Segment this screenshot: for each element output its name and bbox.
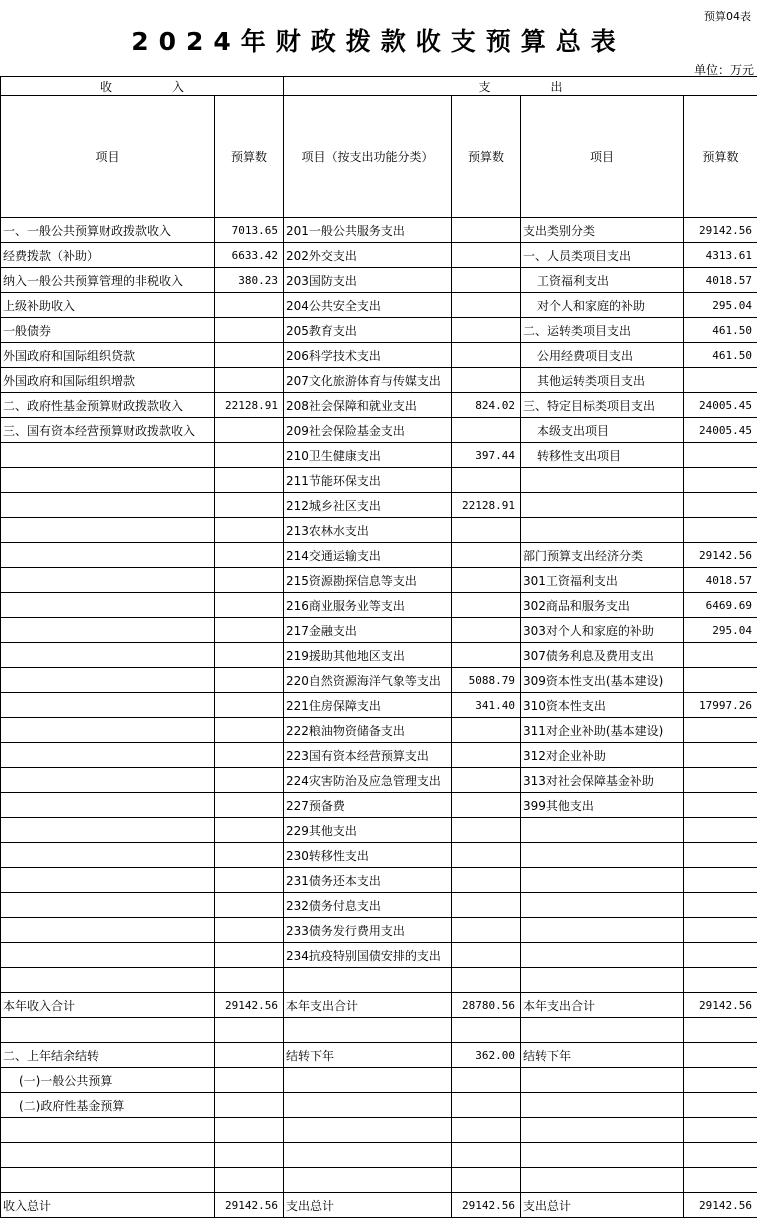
function-amount-cell [452,218,521,243]
category-amount-cell [684,718,757,743]
category-item-cell: 支出总计 [521,1193,684,1218]
table-row [1,393,757,418]
function-amount-cell [452,843,521,868]
category-item-cell: 结转下年 [521,1043,684,1068]
table-row [1,218,757,243]
function-amount-cell [452,368,521,393]
income-item-cell: 外国政府和国际组织贷款 [1,343,215,368]
function-amount-cell: 5088.79 [452,668,521,693]
income-amount-cell [215,1018,284,1043]
category-amount-cell [684,1168,757,1193]
function-item-cell [284,1143,452,1168]
table-row [1,593,757,618]
income-item-cell [1,1118,215,1143]
table-row [1,818,757,843]
table-row [1,993,757,1018]
category-item-cell [521,893,684,918]
function-amount-cell [452,243,521,268]
income-item-cell: (一)一般公共预算 [1,1068,215,1093]
table-row [1,443,757,468]
income-item-cell [1,518,215,543]
income-amount-cell [215,468,284,493]
function-item-cell: 201一般公共服务支出 [284,218,452,243]
function-item-cell: 结转下年 [284,1043,452,1068]
function-item-cell: 224灾害防治及应急管理支出 [284,768,452,793]
page-title: 2024年财政拨款收支预算总表 [131,27,626,56]
category-amount-cell: 461.50 [684,343,757,368]
function-amount-cell [452,1168,521,1193]
income-item-cell [1,1143,215,1168]
function-item-cell: 229其他支出 [284,818,452,843]
function-item-cell [284,1168,452,1193]
table-row [1,1043,757,1068]
category-item-cell: 转移性支出项目 [521,443,684,468]
category-item-cell: 三、特定目标类项目支出 [521,393,684,418]
income-amount-cell [215,368,284,393]
table-row [1,568,757,593]
function-item-cell: 202外交支出 [284,243,452,268]
income-amount-cell [215,1043,284,1068]
category-amount-cell [684,493,757,518]
income-item-cell [1,893,215,918]
category-amount-cell: 295.04 [684,618,757,643]
category-amount-cell: 29142.56 [684,993,757,1018]
income-item-cell [1,443,215,468]
table-row [1,668,757,693]
income-amount-cell [215,443,284,468]
income-section-header: 收 入 [1,77,284,96]
income-amount-cell [215,868,284,893]
function-amount-cell [452,1068,521,1093]
category-amount-cell [684,1043,757,1068]
column-header-row [1,96,757,218]
function-amount-cell [452,1018,521,1043]
category-amount-cell: 29142.56 [684,1193,757,1218]
category-item-cell [521,918,684,943]
table-row [1,468,757,493]
income-item-cell: 三、国有资本经营预算财政拨款收入 [1,418,215,443]
income-item-cell [1,1168,215,1193]
income-item-cell [1,568,215,593]
income-amount-cell [215,1168,284,1193]
income-amount-cell [215,843,284,868]
table-row [1,1193,757,1218]
income-amount-cell [215,918,284,943]
table-row [1,918,757,943]
category-item-cell [521,1168,684,1193]
income-item-cell: 一、一般公共预算财政拨款收入 [1,218,215,243]
function-item-cell: 223国有资本经营预算支出 [284,743,452,768]
income-item-cell [1,843,215,868]
income-item-cell [1,643,215,668]
income-amount-cell: 6633.42 [215,243,284,268]
income-item-cell: 二、政府性基金预算财政拨款收入 [1,393,215,418]
income-item-cell: 本年收入合计 [1,993,215,1018]
category-amount-cell [684,1068,757,1093]
category-amount-cell [684,1018,757,1043]
function-item-cell: 215资源勘探信息等支出 [284,568,452,593]
category-item-cell [521,843,684,868]
income-item-cell [1,693,215,718]
income-amount-cell [215,593,284,618]
category-item-cell [521,1093,684,1118]
income-amount-cell [215,493,284,518]
income-amount-cell: 7013.65 [215,218,284,243]
function-item-cell: 220自然资源海洋气象等支出 [284,668,452,693]
function-item-cell: 227预备费 [284,793,452,818]
category-amount-cell [684,768,757,793]
category-item-cell: 301工资福利支出 [521,568,684,593]
income-item-cell [1,468,215,493]
table-row [1,418,757,443]
table-row [1,268,757,293]
income-amount-cell [215,543,284,568]
function-amount-cell [452,418,521,443]
income-amount-cell [215,518,284,543]
category-item-cell: 工资福利支出 [521,268,684,293]
function-item-cell [284,968,452,993]
budget-table [0,76,757,1218]
function-item-cell: 213农林水支出 [284,518,452,543]
income-item-cell: 收入总计 [1,1193,215,1218]
category-amount-cell: 6469.69 [684,593,757,618]
function-amount-cell [452,768,521,793]
category-item-cell: 二、运转类项目支出 [521,318,684,343]
table-row [1,243,757,268]
income-amount-cell [215,793,284,818]
income-amount-cell: 380.23 [215,268,284,293]
function-item-cell [284,1093,452,1118]
category-amount-cell: 295.04 [684,293,757,318]
table-row [1,343,757,368]
function-item-cell: 本年支出合计 [284,993,452,1018]
category-item-cell [521,943,684,968]
income-amount-cell [215,1118,284,1143]
category-amount-cell: 4018.57 [684,268,757,293]
function-amount-cell: 362.00 [452,1043,521,1068]
income-item-cell [1,943,215,968]
income-amount-cell [215,943,284,968]
income-item-cell [1,618,215,643]
table-row [1,518,757,543]
income-amount-cell [215,293,284,318]
category-item-cell: 本级支出项目 [521,418,684,443]
function-item-cell: 231债务还本支出 [284,868,452,893]
income-item-cell: 纳入一般公共预算管理的非税收入 [1,268,215,293]
table-row [1,893,757,918]
table-row [1,1068,757,1093]
function-amount-cell [452,518,521,543]
function-amount-cell: 22128.91 [452,493,521,518]
income-item-cell [1,818,215,843]
header-function-amount: 预算数 [452,96,521,218]
category-item-cell [521,1068,684,1093]
category-amount-cell [684,1118,757,1143]
category-amount-cell [684,793,757,818]
income-item-cell [1,768,215,793]
function-amount-cell [452,793,521,818]
function-item-cell: 232债务付息支出 [284,893,452,918]
table-row [1,868,757,893]
function-item-cell: 217金融支出 [284,618,452,643]
income-amount-cell [215,768,284,793]
category-amount-cell: 4313.61 [684,243,757,268]
category-item-cell: 307债务利息及费用支出 [521,643,684,668]
income-item-cell [1,493,215,518]
income-item-cell: 二、上年结余结转 [1,1043,215,1068]
function-amount-cell [452,343,521,368]
category-amount-cell [684,643,757,668]
income-item-cell [1,668,215,693]
function-amount-cell [452,318,521,343]
function-amount-cell [452,968,521,993]
income-amount-cell [215,1068,284,1093]
category-amount-cell [684,943,757,968]
table-row [1,618,757,643]
income-amount-cell [215,693,284,718]
table-row [1,743,757,768]
function-amount-cell: 397.44 [452,443,521,468]
table-code: 预算04表 [704,10,751,23]
table-row [1,368,757,393]
function-amount-cell [452,818,521,843]
table-row [1,718,757,743]
income-amount-cell [215,818,284,843]
table-row [1,968,757,993]
category-item-cell: 302商品和服务支出 [521,593,684,618]
category-amount-cell: 17997.26 [684,693,757,718]
category-item-cell: 其他运转类项目支出 [521,368,684,393]
function-item-cell: 233债务发行费用支出 [284,918,452,943]
function-amount-cell [452,268,521,293]
expense-section-header: 支 出 [284,77,757,96]
header-income-item: 项目 [1,96,215,218]
category-item-cell [521,968,684,993]
function-item-cell [284,1018,452,1043]
income-amount-cell: 29142.56 [215,993,284,1018]
table-row [1,1093,757,1118]
category-amount-cell [684,893,757,918]
function-item-cell: 214交通运输支出 [284,543,452,568]
income-amount-cell [215,1093,284,1118]
income-amount-cell [215,618,284,643]
category-amount-cell [684,843,757,868]
income-item-cell: 上级补助收入 [1,293,215,318]
category-item-cell: 313对社会保障基金补助 [521,768,684,793]
category-item-cell: 部门预算支出经济分类 [521,543,684,568]
category-amount-cell [684,743,757,768]
table-row [1,1118,757,1143]
category-item-cell: 一、人员类项目支出 [521,243,684,268]
table-row [1,793,757,818]
category-item-cell: 311对企业补助(基本建设) [521,718,684,743]
category-item-cell: 本年支出合计 [521,993,684,1018]
category-item-cell: 309资本性支出(基本建设) [521,668,684,693]
income-item-cell [1,743,215,768]
function-amount-cell: 29142.56 [452,1193,521,1218]
category-amount-cell: 29142.56 [684,543,757,568]
function-item-cell: 210卫生健康支出 [284,443,452,468]
function-item-cell: 209社会保险基金支出 [284,418,452,443]
category-amount-cell: 24005.45 [684,393,757,418]
table-row [1,1018,757,1043]
table-row [1,293,757,318]
income-item-cell [1,543,215,568]
income-item-cell [1,968,215,993]
category-amount-cell [684,918,757,943]
function-amount-cell [452,293,521,318]
income-amount-cell [215,1143,284,1168]
category-item-cell [521,468,684,493]
function-item-cell: 205教育支出 [284,318,452,343]
income-amount-cell: 22128.91 [215,393,284,418]
category-item-cell: 303对个人和家庭的补助 [521,618,684,643]
header-income-amount: 预算数 [215,96,284,218]
function-item-cell: 219援助其他地区支出 [284,643,452,668]
category-amount-cell [684,468,757,493]
function-amount-cell [452,543,521,568]
category-amount-cell: 24005.45 [684,418,757,443]
function-item-cell: 207文化旅游体育与传媒支出 [284,368,452,393]
function-item-cell: 230转移性支出 [284,843,452,868]
category-item-cell: 公用经费项目支出 [521,343,684,368]
category-amount-cell [684,818,757,843]
function-item-cell: 216商业服务业等支出 [284,593,452,618]
function-item-cell [284,1068,452,1093]
income-amount-cell [215,318,284,343]
category-amount-cell [684,1093,757,1118]
function-amount-cell [452,593,521,618]
category-item-cell [521,1143,684,1168]
category-item-cell [521,1018,684,1043]
category-amount-cell [684,968,757,993]
section-header-row [1,77,757,96]
table-row [1,543,757,568]
income-item-cell [1,593,215,618]
category-item-cell [521,493,684,518]
function-amount-cell [452,1118,521,1143]
function-item-cell: 234抗疫特别国债安排的支出 [284,943,452,968]
income-item-cell [1,918,215,943]
function-amount-cell [452,468,521,493]
category-amount-cell [684,443,757,468]
function-amount-cell [452,1093,521,1118]
category-item-cell: 312对企业补助 [521,743,684,768]
income-amount-cell [215,968,284,993]
function-amount-cell: 341.40 [452,693,521,718]
table-row [1,1143,757,1168]
income-item-cell: (二)政府性基金预算 [1,1093,215,1118]
function-item-cell: 204公共安全支出 [284,293,452,318]
category-amount-cell [684,668,757,693]
income-item-cell [1,718,215,743]
table-row [1,693,757,718]
function-amount-cell: 824.02 [452,393,521,418]
income-item-cell [1,1018,215,1043]
header-function-item: 项目（按支出功能分类） [284,96,452,218]
function-item-cell: 221住房保障支出 [284,693,452,718]
function-amount-cell [452,568,521,593]
function-amount-cell [452,943,521,968]
category-amount-cell: 461.50 [684,318,757,343]
table-row [1,493,757,518]
category-amount-cell: 4018.57 [684,568,757,593]
category-item-cell [521,868,684,893]
income-amount-cell [215,343,284,368]
income-amount-cell [215,718,284,743]
income-item-cell: 外国政府和国际组织增款 [1,368,215,393]
category-item-cell [521,518,684,543]
income-amount-cell [215,893,284,918]
function-amount-cell [452,618,521,643]
income-item-cell [1,793,215,818]
category-amount-cell [684,518,757,543]
function-amount-cell [452,643,521,668]
category-amount-cell: 29142.56 [684,218,757,243]
category-amount-cell [684,1143,757,1168]
function-item-cell: 203国防支出 [284,268,452,293]
header-category-item: 项目 [521,96,684,218]
income-item-cell [1,868,215,893]
income-item-cell: 经费拨款（补助） [1,243,215,268]
header-category-amount: 预算数 [684,96,757,218]
category-item-cell: 310资本性支出 [521,693,684,718]
function-amount-cell [452,868,521,893]
table-row [1,1168,757,1193]
function-item-cell [284,1118,452,1143]
function-item-cell: 212城乡社区支出 [284,493,452,518]
function-amount-cell [452,1143,521,1168]
category-amount-cell [684,868,757,893]
income-item-cell: 一般债券 [1,318,215,343]
income-amount-cell [215,418,284,443]
function-item-cell: 222粮油物资储备支出 [284,718,452,743]
function-item-cell: 208社会保障和就业支出 [284,393,452,418]
income-amount-cell [215,743,284,768]
table-row [1,643,757,668]
function-item-cell: 206科学技术支出 [284,343,452,368]
category-amount-cell [684,368,757,393]
table-row [1,843,757,868]
function-amount-cell [452,893,521,918]
category-item-cell: 支出类别分类 [521,218,684,243]
income-amount-cell [215,668,284,693]
function-amount-cell [452,743,521,768]
unit-label: 单位：万元 [693,63,754,77]
function-item-cell: 支出总计 [284,1193,452,1218]
function-amount-cell: 28780.56 [452,993,521,1018]
category-item-cell: 对个人和家庭的补助 [521,293,684,318]
function-amount-cell [452,718,521,743]
table-row [1,318,757,343]
table-row [1,943,757,968]
function-item-cell: 211节能环保支出 [284,468,452,493]
income-amount-cell [215,568,284,593]
function-amount-cell [452,918,521,943]
income-amount-cell: 29142.56 [215,1193,284,1218]
table-row [1,768,757,793]
category-item-cell: 399其他支出 [521,793,684,818]
category-item-cell [521,818,684,843]
income-amount-cell [215,643,284,668]
category-item-cell [521,1118,684,1143]
